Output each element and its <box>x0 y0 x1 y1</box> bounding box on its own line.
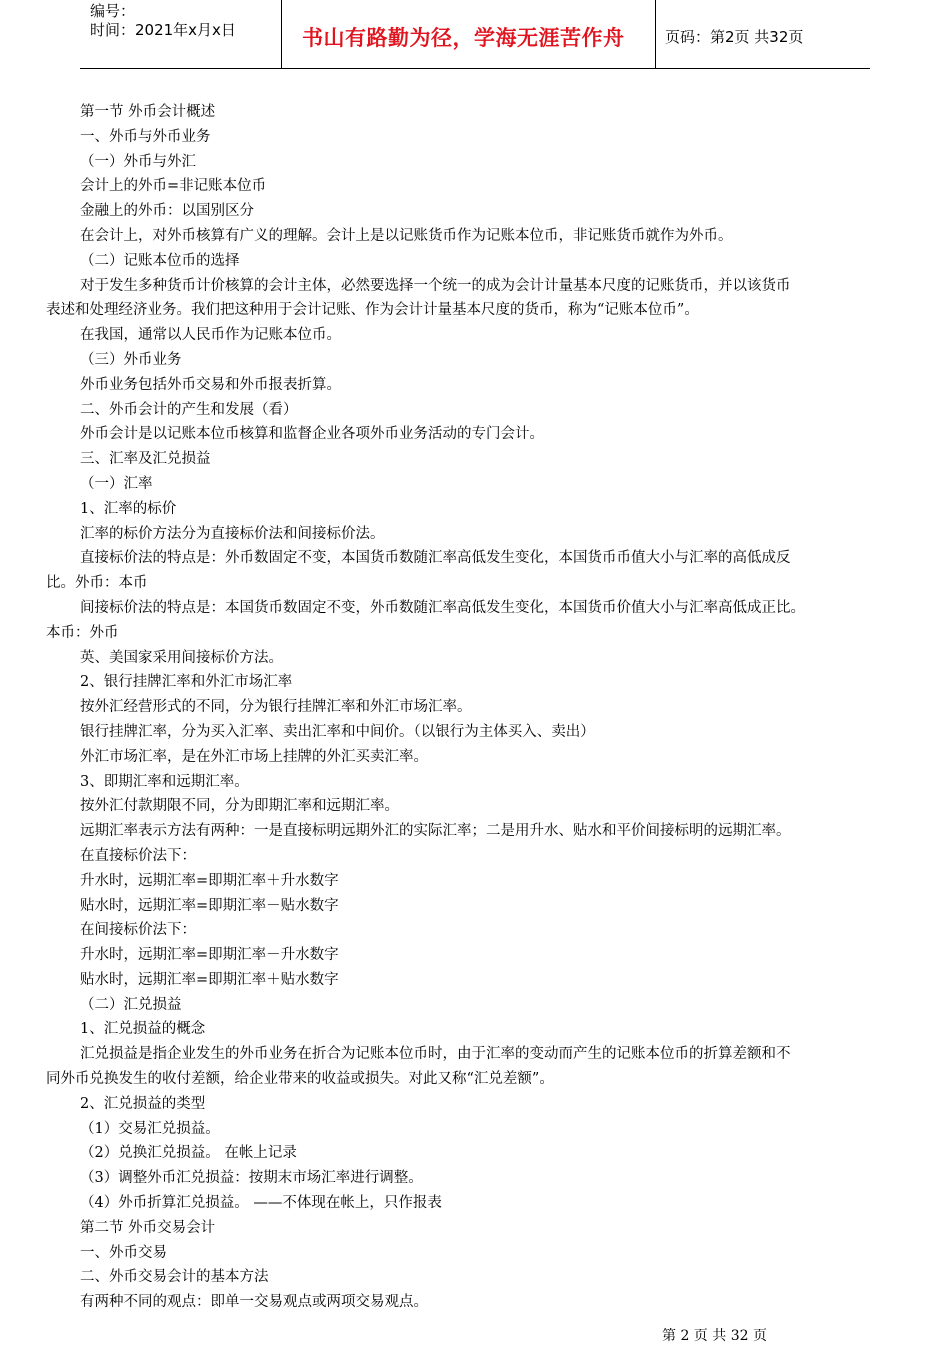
text-line: 升水时，远期汇率=即期汇率＋升水数字 <box>80 872 339 889</box>
text-line: （二）汇兑损益 <box>80 996 182 1013</box>
text-line: 金融上的外币：以国别区分 <box>80 203 254 220</box>
text-line: 按外汇付款期限不同，分为即期汇率和远期汇率。 <box>80 798 399 815</box>
page-footer: 第 2 页 共 32 页 <box>662 1328 767 1344</box>
text-line: 3、即期汇率和远期汇率。 <box>80 773 249 790</box>
text-line: 1、汇兑损益的概念 <box>80 1021 206 1038</box>
text-line: 升水时，远期汇率=即期汇率－升水数字 <box>80 947 339 964</box>
text-line: 1、汇率的标价 <box>80 500 177 517</box>
text-line: 在间接标价法下： <box>80 922 196 939</box>
text-line: 外汇市场汇率，是在外汇市场上挂牌的外汇买卖汇率。 <box>80 748 428 765</box>
text-line: 同外币兑换发生的收付差额，给企业带来的收益或损失。对此又称“汇兑差额”。 <box>46 1071 554 1088</box>
text-line: 三、汇率及汇兑损益 <box>80 451 211 468</box>
text-line: 比。外币：本币 <box>46 575 148 592</box>
text-line: （3）调整外币汇兑损益：按期末市场汇率进行调整。 <box>80 1170 423 1187</box>
motto: 书山有路勤为径，学海无涯苦作舟 <box>302 26 625 50</box>
text-line: （二）记账本位币的选择 <box>80 252 240 269</box>
text-line: 一、外币交易 <box>80 1244 167 1261</box>
text-line: 直接标价法的特点是：外币数固定不变，本国货币数随汇率高低发生变化，本国货币币值大小与汇率的高低成反 <box>80 550 791 567</box>
header-motto-cell <box>281 0 656 68</box>
text-line: （2）兑换汇兑损益。 在帐上记录 <box>80 1145 297 1162</box>
number-label: 编号： <box>90 2 136 20</box>
text-line: 第二节 外币交易会计 <box>80 1219 216 1236</box>
text-line: 银行挂牌汇率，分为买入汇率、卖出汇率和中间价。（以银行为主体买入、卖出） <box>80 723 595 740</box>
text-line: （一）外币与外汇 <box>80 153 196 170</box>
text-line: 汇兑损益是指企业发生的外币业务在折合为记账本位币时，由于汇率的变动而产生的记账本位币的折算差额和不 <box>80 1046 791 1063</box>
header-page-cell <box>655 0 870 68</box>
text-line: 有两种不同的观点：即单一交易观点或两项交易观点。 <box>80 1294 428 1311</box>
page-header <box>80 0 870 69</box>
text-line: 英、美国家采用间接标价方法。 <box>80 649 283 666</box>
text-line: 表述和处理经济业务。我们把这种用于会计记账、作为会计计量基本尺度的货币，称为“记账本位币”。 <box>46 302 699 319</box>
text-line: 在我国，通常以人民币作为记账本位币。 <box>80 327 341 344</box>
text-line: 一、外币与外币业务 <box>80 128 211 145</box>
text-line: 本币：外币 <box>46 624 119 641</box>
text-line: 在直接标价法下： <box>80 847 196 864</box>
text-line: 按外汇经营形式的不同，分为银行挂牌汇率和外汇市场汇率。 <box>80 699 472 716</box>
text-line: 间接标价法的特点是：本国货币数固定不变，外币数随汇率高低发生变化，本国货币价值大小与汇率高低成正比。 <box>80 599 805 616</box>
text-line: 远期汇率表示方法有两种：一是直接标明远期外汇的实际汇率；二是用升水、贴水和平价间接标明的远期汇率。 <box>80 823 791 840</box>
text-line: 第一节 外币会计概述 <box>80 104 216 120</box>
time-label: 时间：2021年x月x日 <box>90 21 236 39</box>
text-line: 贴水时，远期汇率=即期汇率－贴水数字 <box>80 897 339 914</box>
text-line: 贴水时，远期汇率=即期汇率＋贴水数字 <box>80 971 339 988</box>
document-body <box>46 100 912 1315</box>
header-left-cell <box>80 0 280 68</box>
text-line: 2、银行挂牌汇率和外汇市场汇率 <box>80 674 293 691</box>
text-line: 外币业务包括外币交易和外币报表折算。 <box>80 376 341 393</box>
text-line: （4）外币折算汇兑损益。 ——不体现在帐上，只作报表 <box>80 1195 442 1212</box>
text-line: 2、汇兑损益的类型 <box>80 1095 206 1112</box>
text-line: 二、外币交易会计的基本方法 <box>80 1269 269 1286</box>
text-line: 会计上的外币=非记账本位币 <box>80 178 267 195</box>
text-line: （三）外币业务 <box>80 351 182 368</box>
text-line: （1）交易汇兑损益。 <box>80 1120 220 1137</box>
text-line: 二、外币会计的产生和发展（看） <box>80 401 298 418</box>
text-line: 在会计上，对外币核算有广义的理解。会计上是以记账货币作为记账本位币，非记账货币就作为外币。 <box>80 227 733 244</box>
text-line: （一）汇率 <box>80 475 153 492</box>
text-line: 汇率的标价方法分为直接标价法和间接标价法。 <box>80 525 385 542</box>
text-line: 对于发生多种货币计价核算的会计主体，必然要选择一个统一的成为会计计量基本尺度的记账货币，并以该货币 <box>80 277 791 294</box>
page-info: 页码：第2页 共32页 <box>665 28 804 46</box>
text-line: 外币会计是以记账本位币核算和监督企业各项外币业务活动的专门会计。 <box>80 426 544 443</box>
